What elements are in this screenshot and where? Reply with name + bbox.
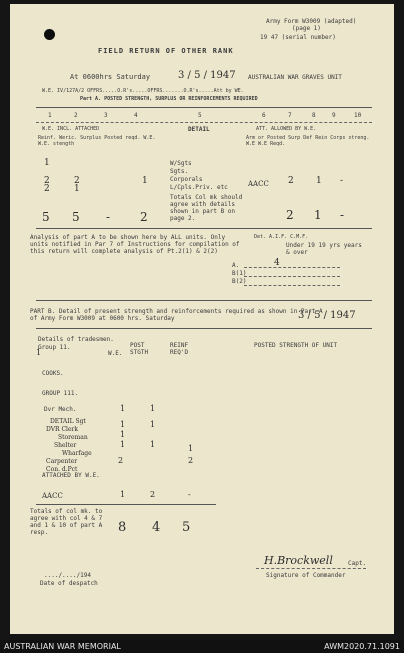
hw-value: 1 — [188, 444, 194, 453]
analysis-a-value: 4 — [274, 258, 280, 268]
left-heading: W.E. INCL. ATTACHED — [42, 126, 100, 132]
footer-bar — [0, 640, 404, 653]
detail-row: Sgts. — [170, 168, 189, 175]
analysis-under: Under 19 19 yrs years & over — [286, 242, 362, 256]
hw-total: 1 — [314, 208, 322, 222]
hw-entry: 2 — [74, 176, 80, 186]
hw-total: 2 — [140, 210, 148, 224]
hw-aacc: AACC — [248, 180, 269, 188]
hw-total: - — [340, 208, 345, 222]
hw-entry: 2 — [288, 176, 294, 186]
rule — [244, 276, 340, 277]
serial-number: 19 47 (serial number) — [260, 34, 336, 41]
hw-value: 1 — [150, 404, 156, 413]
hw-value: 1 — [150, 420, 156, 429]
hw-total: 5 — [42, 210, 50, 224]
col-reinf: REINF REQ'D — [170, 342, 189, 356]
hw-entry: 1 — [74, 184, 80, 194]
footer-credit: AUSTRALIAN WAR MEMORIAL — [4, 642, 121, 651]
hw-entry: - — [340, 176, 344, 186]
hw-value: 1 — [120, 420, 126, 429]
rule — [36, 504, 216, 505]
hw-aacc: AACC — [42, 492, 63, 500]
part-b-totals-note: Totals of col mk. to agree with col 4 & 7 and 1 & 10 of part A resp. — [30, 508, 103, 536]
hw-trade: DETAIL Sgt — [50, 418, 86, 425]
document-page: Army Form W3009 (adapted) (page 1) 19 47 (serial number) FIELD RETURN OF OTHER RANK At 0600hrs Saturday 3 / 5 / 1947 AUSTRALIAN WAR GRAVES UNIT W.E. IV/127A/2 OFFRS.....O.R's.....OFFRS.......O.R's.....Att by WE. Part A. POSTED STRENGTH, SURPLUS OR REINFORCEMENTS REQUIRED 1 2 3 4 5 6 7 8 9 10 W.E. INCL. ATTACHED DETAIL ATT. ALLOWED BY W.E. Reinf. Weric. Surplus Posted reqd. W.E. W.E. stength Arm or Posted Surp Def Rein Corps streng. W.E W.E Reqd. W/Sgts Sgts. Corporals L/Cpls.Priv. etc Totals Col mk should agree with details shown in part B on page 2. 1 2 2 2 1 1 AACC 2 1 - 5 5 - 2 2 1 - Analysis of part A to be shown here by ALL units. Only units notified in Par 7 of Instructions for compilation of this return will complete analysis of Pt.2(1) & 2(2) Det. A.I.F. C.M.F. Under 19 19 yrs years & over A. 4 B(1) B(2) PART B. Detail of present strength and reinforcements required as shown in Part A of Army Form W3009 at 0600 hrs. Saturday 3 / 5 / 1947 Details of tradesmen. Group 11. W.E. POST STGTH REINF REQ'D POSTED STRENGTH OF UNIT 1 COOKS. GROUP 111. Dvr Mech. DETAIL Sgt DVR Clerk Storeman Shelter Wharfage Carpenter Con. d.Pct 1 1 1 1 2 1 1 1 1 2 ATTACHED BY W.E. AACC 1 2 - Totals of col mk. to agree with col 4 & 7 and 1 & 10 of part A resp. 8 4 5 H.Brockwell Capt. Signature of Commander ..../..../194 Date of despatch — [10, 4, 394, 634]
part-b-date: 3 / 5 / 1947 — [298, 310, 356, 321]
hw-trade: DVR Clerk — [46, 426, 79, 433]
rule — [36, 300, 372, 301]
hw-entry: 2 — [44, 184, 50, 194]
hw-total: - — [106, 210, 111, 224]
right-subheading: Arm or Posted Surp Def Rein Corps streng. W.E W.E Reqd. — [246, 135, 370, 147]
handwritten-date: 3 / 5 / 1947 — [178, 70, 236, 81]
rule — [244, 285, 340, 286]
part-b-heading: PART B. Detail of present strength and reinforcements required as shown in Part A of Army Form W3009 at 0600 hrs. Saturday — [30, 308, 323, 322]
col-post: POST STGTH — [130, 342, 149, 356]
col-posted-strength: POSTED STRENGTH OF UNIT — [254, 342, 338, 349]
unit-name: AUSTRALIAN WAR GRAVES UNIT — [248, 74, 342, 81]
attached-label: ATTACHED BY W.E. — [42, 472, 100, 479]
analysis-text: Analysis of part A to be shown here by ALL units. Only units notified in Par 7 of Instructions for compilation of this return will complete analysis of Pt.2(1) & 2(2) — [30, 234, 240, 255]
totals-note: Totals Col mk should agree with details shown in part B on page 2. — [170, 194, 243, 222]
hw-trade: Carpenter — [46, 458, 78, 465]
hw-total: 8 — [118, 520, 127, 535]
analysis-b1: B(1) — [232, 270, 247, 277]
detail-row: W/Sgts — [170, 160, 192, 167]
hw-trade: Wharfage — [62, 450, 92, 457]
punch-hole — [44, 29, 55, 40]
footer-id: AWM2020.71.1091 — [324, 642, 400, 651]
signature: H.Brockwell — [264, 554, 333, 567]
date-line: At 0600hrs Saturday — [70, 73, 151, 81]
rule — [36, 328, 372, 329]
document-title: FIELD RETURN OF OTHER RANK — [98, 47, 234, 55]
despatch-label: Date of despatch — [40, 580, 98, 587]
hw-value: 2 — [188, 456, 194, 465]
hw-value: 1 — [150, 440, 156, 449]
hw-value: 1 — [120, 430, 126, 439]
signature-rank: Capt. — [348, 560, 367, 567]
rule — [244, 267, 340, 268]
hw-total: 5 — [72, 210, 80, 224]
rule — [36, 228, 372, 229]
hw-trade: Con. d.Pct — [46, 466, 78, 473]
hw-entry: 1 — [142, 176, 148, 186]
rule — [36, 107, 372, 108]
hw-value: - — [188, 490, 191, 499]
detail-heading: DETAIL — [188, 126, 210, 133]
despatch-date: ..../..../194 — [44, 572, 91, 579]
group3-label: GROUP 111. — [42, 390, 79, 397]
hw-trade: Storeman — [58, 434, 88, 441]
analysis-b2: B(2) — [232, 278, 247, 285]
right-heading: ATT. ALLOWED BY W.E. — [256, 126, 317, 132]
analysis-a: A. — [232, 262, 240, 269]
hw-total: 2 — [286, 208, 294, 222]
hw-entry: 2 — [44, 176, 50, 186]
cooks-label: COOKS. — [42, 370, 64, 377]
hw-total: 5 — [182, 520, 191, 535]
dvr-mech-label: Dvr Mech. — [44, 406, 77, 413]
hw-trade: Shelter — [54, 442, 77, 449]
rule — [256, 568, 366, 569]
hw-value: 1 — [120, 404, 126, 413]
hw-value: 2 — [118, 456, 124, 465]
hw-total: 4 — [152, 520, 161, 535]
col-we: W.E. — [108, 350, 123, 357]
col-details: Details of tradesmen. — [38, 336, 114, 343]
hw-value: 2 — [150, 490, 156, 499]
hw-group2: 1 — [36, 348, 42, 357]
left-subheading: Reinf. Weric. Surplus Posted reqd. W.E. W.E. stength — [38, 135, 156, 147]
we-line: W.E. IV/127A/2 OFFRS.....O.R's.....OFFRS.......O.R's.....Att by WE. — [42, 88, 244, 94]
analysis-det: Det. A.I.F. C.M.F. — [254, 234, 309, 240]
hw-value: 1 — [120, 490, 126, 499]
signature-label: Signature of Commander — [266, 572, 346, 579]
hw-entry: 1 — [44, 158, 50, 168]
detail-row: L/Cpls.Priv. etc — [170, 184, 228, 191]
hw-value: 1 — [120, 440, 126, 449]
part-a-heading: Part A. POSTED STRENGTH, SURPLUS OR REINFORCEMENTS REQUIRED — [80, 96, 258, 102]
page-number: (page 1) — [292, 25, 321, 32]
rule — [36, 122, 372, 123]
col-group: Group 11. — [38, 344, 71, 351]
hw-entry: 1 — [316, 176, 322, 186]
detail-row: Corporals — [170, 176, 203, 183]
form-reference: Army Form W3009 (adapted) — [266, 18, 357, 25]
